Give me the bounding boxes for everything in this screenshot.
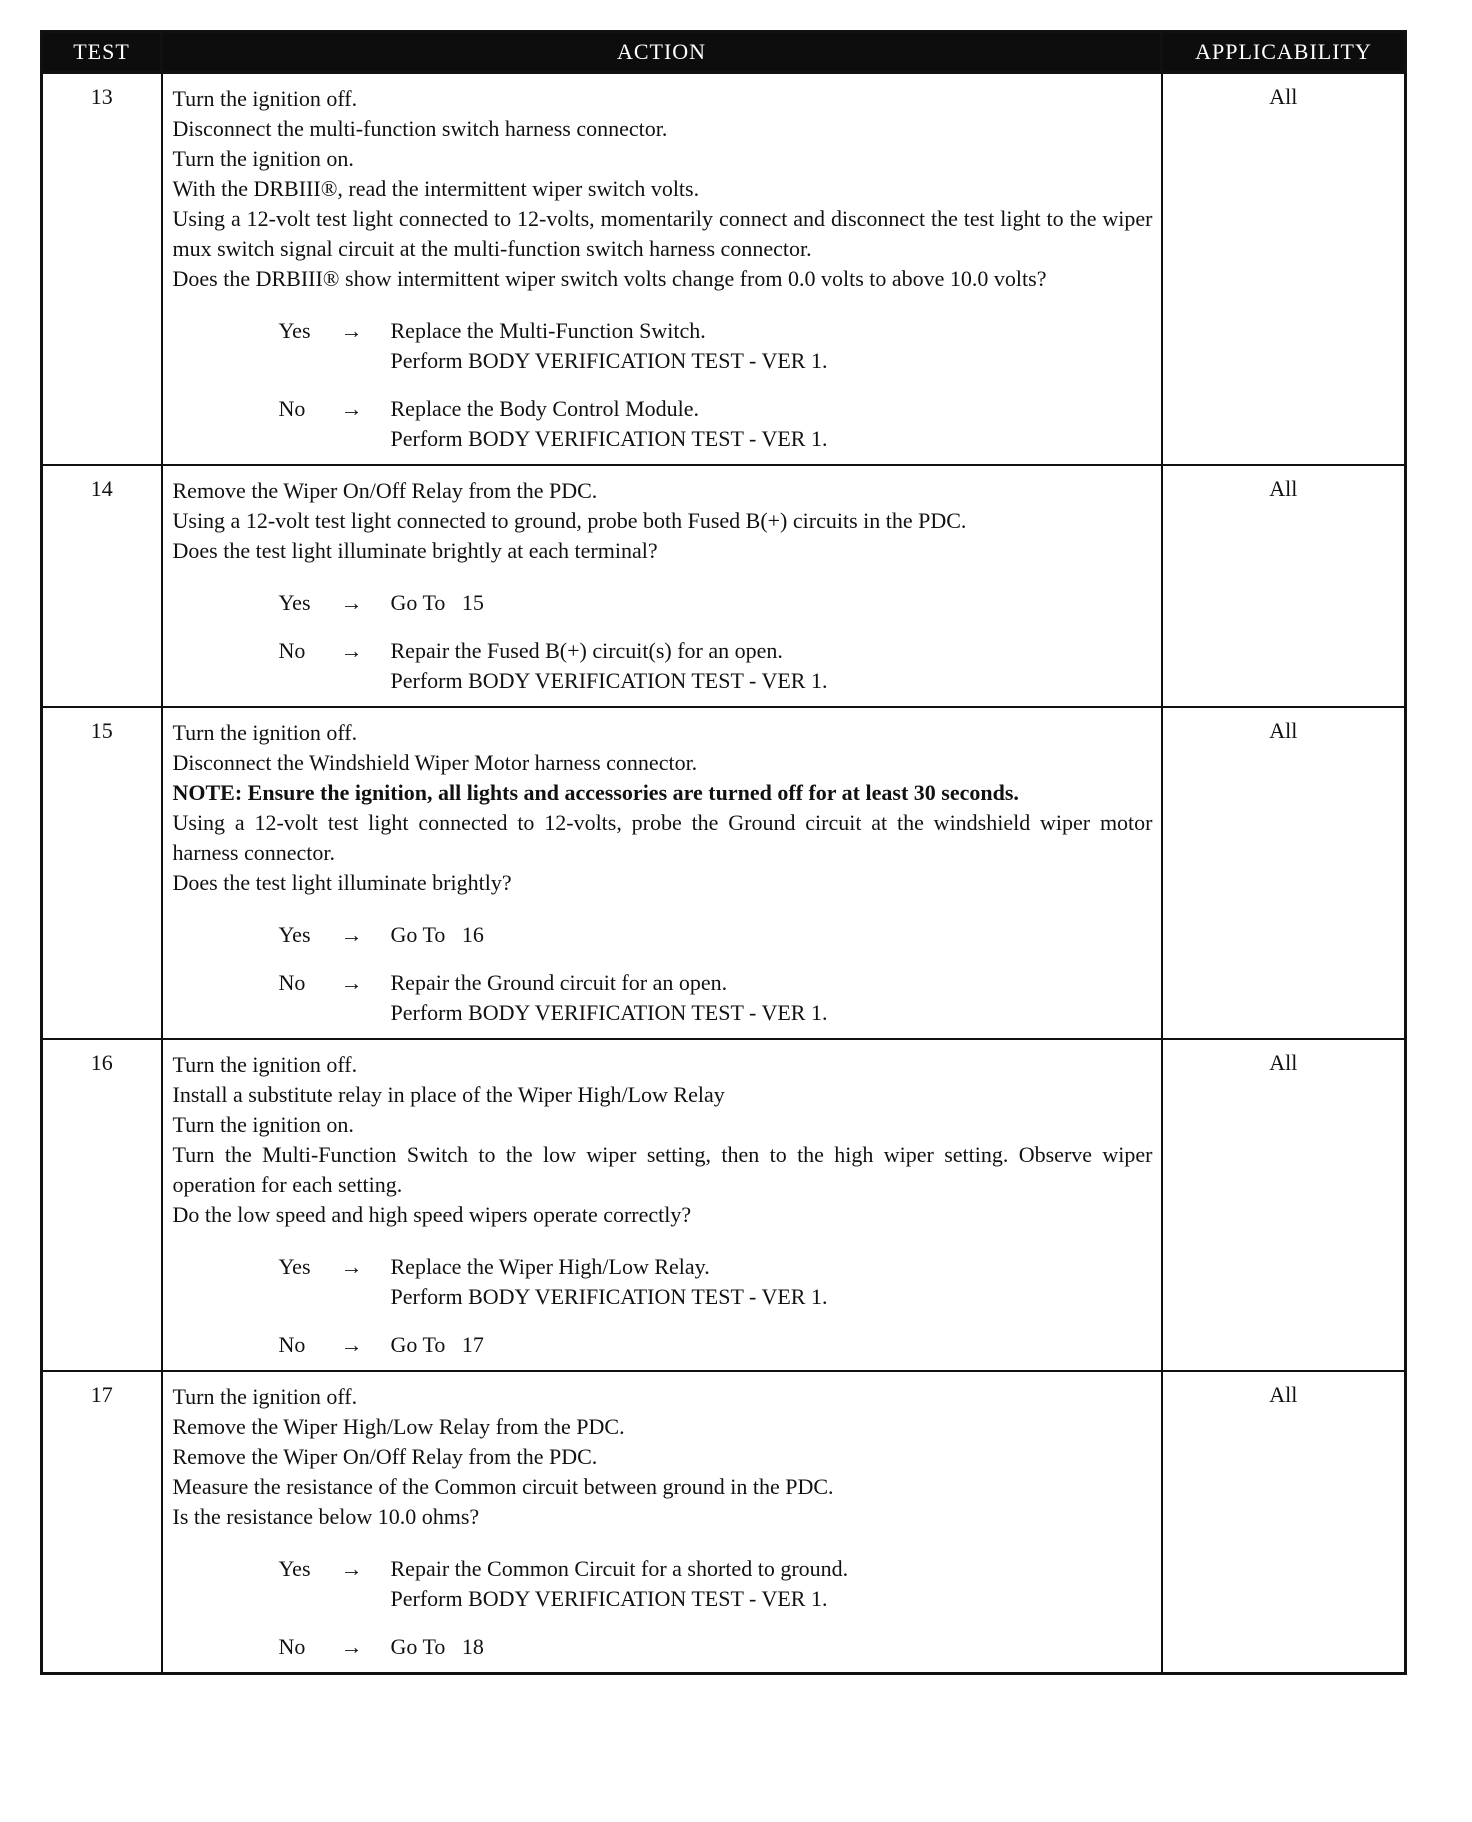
outcome-action-text: Replace the Multi-Function Switch. bbox=[390, 318, 706, 343]
outcome-action-text: Go To 17 bbox=[390, 1332, 484, 1357]
action-step: Does the test light illuminate brightly at each terminal? bbox=[172, 538, 658, 563]
outcome-action-text: Repair the Ground circuit for an open. bbox=[390, 970, 728, 995]
outcome-label: No bbox=[278, 970, 306, 995]
outcome-actions bbox=[391, 1252, 1153, 1312]
outcome-label: No bbox=[278, 1332, 306, 1357]
right-arrow-icon: → bbox=[340, 318, 363, 343]
outcome-yes bbox=[279, 920, 1153, 950]
action-step: Turn the Multi-Function Switch to the low wiper setting, then to the high wiper setting. Observe wiper operation for each setting. bbox=[172, 1142, 1153, 1197]
action-step: Remove the Wiper On/Off Relay from the PDC. bbox=[172, 1444, 598, 1469]
action-step: Install a substitute relay in place of the Wiper High/Low Relay bbox=[172, 1082, 725, 1107]
test-number: 17 bbox=[42, 1371, 162, 1674]
applicability-value: All bbox=[1162, 707, 1406, 1039]
outcome-actions bbox=[391, 316, 1153, 376]
right-arrow-icon: → bbox=[340, 1556, 363, 1581]
action-step: Turn the ignition on. bbox=[172, 1112, 354, 1137]
action-step: Using a 12-volt test light connected to 12-volts, probe the Ground circuit at the windshield wiper motor harness connector. bbox=[172, 810, 1153, 865]
outcome-actions bbox=[391, 1330, 1153, 1360]
action-step: Using a 12-volt test light connected to ground, probe both Fused B(+) circuits in the PDC. bbox=[172, 508, 967, 533]
test-row bbox=[42, 465, 1406, 707]
right-arrow-icon: → bbox=[340, 590, 363, 615]
outcome-no bbox=[279, 1330, 1153, 1360]
outcome-no bbox=[279, 1632, 1153, 1662]
outcome-label: Yes bbox=[278, 922, 311, 947]
action-step: Disconnect the Windshield Wiper Motor harness connector. bbox=[172, 750, 698, 775]
test-number: 14 bbox=[42, 465, 162, 707]
right-arrow-icon: → bbox=[340, 1634, 363, 1659]
action-step: Remove the Wiper High/Low Relay from the PDC. bbox=[172, 1414, 625, 1439]
diagnostic-test-table bbox=[40, 30, 1407, 1675]
outcome-yes bbox=[279, 1252, 1153, 1312]
outcome-action-text: Perform BODY VERIFICATION TEST - VER 1. bbox=[390, 668, 828, 693]
outcome-actions bbox=[391, 636, 1153, 696]
right-arrow-icon: → bbox=[340, 1332, 363, 1357]
test-row bbox=[42, 1371, 1406, 1674]
outcome-actions bbox=[391, 968, 1153, 1028]
outcome-yes bbox=[279, 1554, 1153, 1614]
outcome-action-text: Repair the Fused B(+) circuit(s) for an open. bbox=[390, 638, 783, 663]
outcome-no bbox=[279, 968, 1153, 1028]
action-step: Is the resistance below 10.0 ohms? bbox=[172, 1504, 480, 1529]
outcome-label: Yes bbox=[278, 318, 311, 343]
outcome-yes bbox=[279, 316, 1153, 376]
outcome-actions bbox=[391, 394, 1153, 454]
action-cell bbox=[162, 707, 1162, 1039]
test-row bbox=[42, 707, 1406, 1039]
header-applicability: APPLICABILITY bbox=[1162, 32, 1406, 73]
applicability-value: All bbox=[1162, 1039, 1406, 1371]
right-arrow-icon: → bbox=[340, 922, 363, 947]
action-step: Does the test light illuminate brightly? bbox=[172, 870, 512, 895]
table-body bbox=[42, 73, 1406, 1674]
action-cell bbox=[162, 1371, 1162, 1674]
outcome-action-text: Perform BODY VERIFICATION TEST - VER 1. bbox=[390, 1000, 828, 1025]
action-step: Turn the ignition on. bbox=[172, 146, 354, 171]
outcome-action-text: Go To 16 bbox=[390, 922, 484, 947]
applicability-value: All bbox=[1162, 73, 1406, 466]
header-action: ACTION bbox=[162, 32, 1162, 73]
outcome-action-text: Go To 15 bbox=[390, 590, 484, 615]
outcome-actions bbox=[391, 1554, 1153, 1614]
outcome-label: Yes bbox=[278, 1254, 311, 1279]
test-number: 16 bbox=[42, 1039, 162, 1371]
test-number: 13 bbox=[42, 73, 162, 466]
right-arrow-icon: → bbox=[340, 1254, 363, 1279]
action-step: Turn the ignition off. bbox=[172, 1384, 358, 1409]
test-number: 15 bbox=[42, 707, 162, 1039]
outcome-action-text: Replace the Body Control Module. bbox=[390, 396, 700, 421]
applicability-value: All bbox=[1162, 465, 1406, 707]
outcome-no bbox=[279, 394, 1153, 454]
outcome-action-text: Repair the Common Circuit for a shorted to ground. bbox=[390, 1556, 849, 1581]
outcome-label: Yes bbox=[278, 1556, 311, 1581]
outcome-action-text: Perform BODY VERIFICATION TEST - VER 1. bbox=[390, 1586, 828, 1611]
outcome-actions bbox=[391, 1632, 1153, 1662]
outcome-yes bbox=[279, 588, 1153, 618]
action-cell bbox=[162, 73, 1162, 466]
action-step: Disconnect the multi-function switch harness connector. bbox=[172, 116, 668, 141]
right-arrow-icon: → bbox=[340, 638, 363, 663]
outcome-label: Yes bbox=[278, 590, 311, 615]
outcome-label: No bbox=[278, 1634, 306, 1659]
action-cell bbox=[162, 1039, 1162, 1371]
outcome-action-text: Perform BODY VERIFICATION TEST - VER 1. bbox=[390, 348, 828, 373]
right-arrow-icon: → bbox=[340, 970, 363, 995]
right-arrow-icon: → bbox=[340, 396, 363, 421]
outcome-action-text: Go To 18 bbox=[390, 1634, 484, 1659]
outcome-action-text: Replace the Wiper High/Low Relay. bbox=[390, 1254, 710, 1279]
action-step: Turn the ignition off. bbox=[172, 86, 358, 111]
action-step: NOTE: Ensure the ignition, all lights and accessories are turned off for at least 30 seconds. bbox=[172, 780, 1019, 805]
outcome-actions bbox=[391, 920, 1153, 950]
header-test: TEST bbox=[42, 32, 162, 73]
action-step: Using a 12-volt test light connected to 12-volts, momentarily connect and disconnect the test light to the wiper mux switch signal circuit at the multi-function switch harness connector. bbox=[172, 206, 1153, 261]
action-step: Do the low speed and high speed wipers operate correctly? bbox=[172, 1202, 692, 1227]
outcome-label: No bbox=[278, 638, 306, 663]
test-row bbox=[42, 1039, 1406, 1371]
table-header-row bbox=[42, 32, 1406, 73]
outcome-action-text: Perform BODY VERIFICATION TEST - VER 1. bbox=[390, 426, 828, 451]
outcome-no bbox=[279, 636, 1153, 696]
outcome-action-text: Perform BODY VERIFICATION TEST - VER 1. bbox=[390, 1284, 828, 1309]
action-step: Does the DRBIII® show intermittent wiper switch volts change from 0.0 volts to above 10.0 volts? bbox=[172, 266, 1047, 291]
applicability-value: All bbox=[1162, 1371, 1406, 1674]
outcome-label: No bbox=[278, 396, 306, 421]
test-row bbox=[42, 73, 1406, 466]
action-step: Turn the ignition off. bbox=[172, 720, 358, 745]
action-step: Measure the resistance of the Common circuit between ground in the PDC. bbox=[172, 1474, 834, 1499]
action-step: Turn the ignition off. bbox=[172, 1052, 358, 1077]
outcome-actions bbox=[391, 588, 1153, 618]
action-cell bbox=[162, 465, 1162, 707]
action-step: With the DRBIII®, read the intermittent wiper switch volts. bbox=[172, 176, 700, 201]
action-step: Remove the Wiper On/Off Relay from the PDC. bbox=[172, 478, 598, 503]
